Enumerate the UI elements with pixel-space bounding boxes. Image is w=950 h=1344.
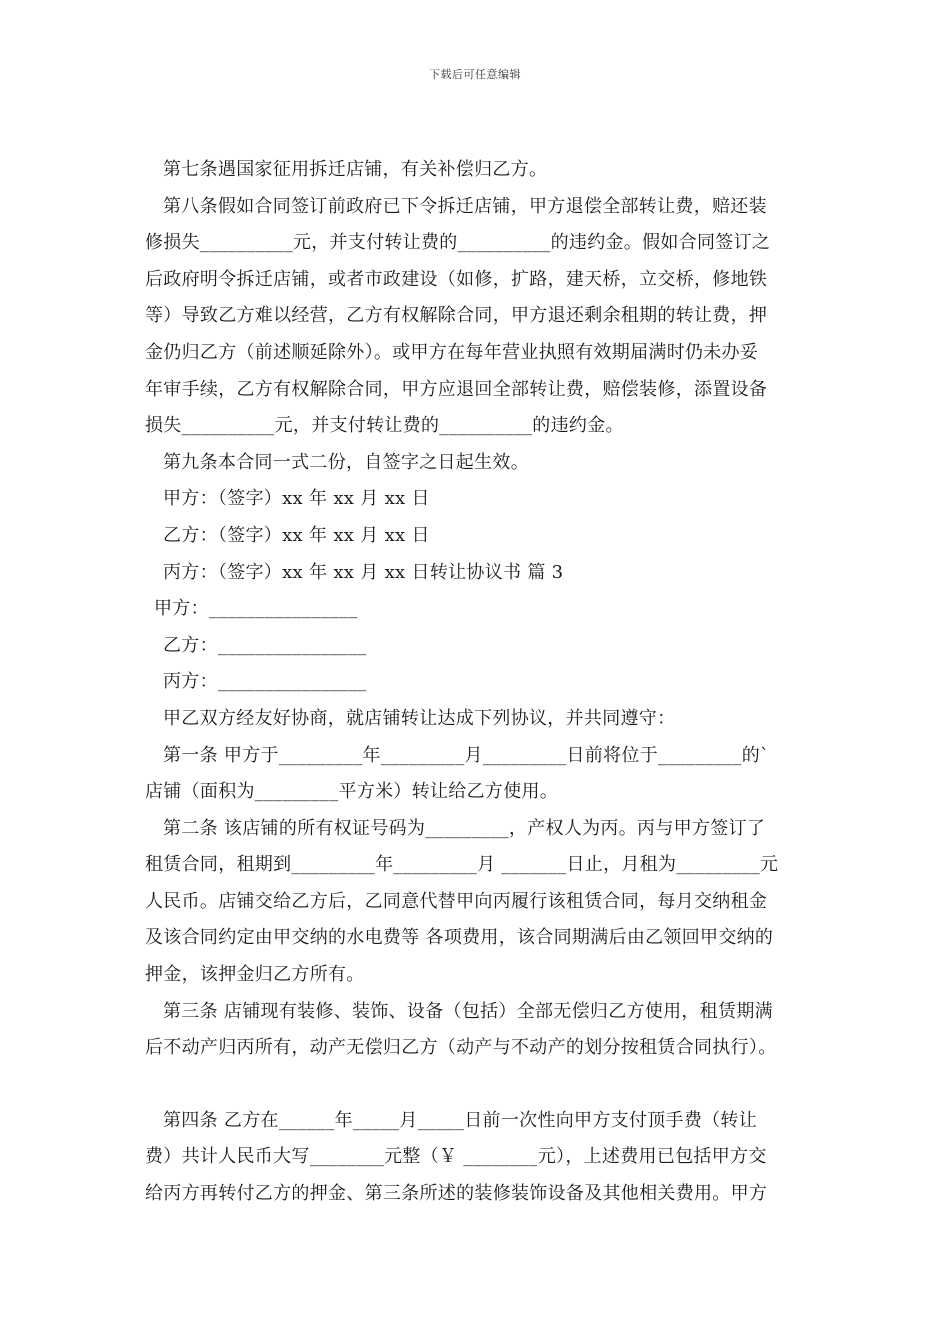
paragraph-line: 后政府明令拆迁店铺，或者市政建设（如修，扩路，建天桥，立交桥，修地铁 — [145, 268, 768, 290]
paragraph-line: 及该合同约定由甲交纳的水电费等 各项费用，该合同期满后由乙领回甲交纳的 — [145, 927, 774, 949]
party-c-blank: 丙方：________________ — [163, 671, 367, 693]
signature-line-party-b: 乙方：（签字）xx 年 xx 月 xx 日 — [163, 524, 430, 546]
paragraph-line: 人民币。店铺交给乙方后，乙同意代替甲向丙履行该租赁合同，每月交纳租金 — [145, 890, 768, 912]
paragraph-line: 第三条 店铺现有装修、装饰、设备（包括）全部无偿归乙方使用，租赁期满 — [163, 1000, 773, 1022]
paragraph-line: 第四条 乙方在______年_____月_____日前一次性向甲方支付顶手费（转让 — [163, 1109, 758, 1131]
paragraph-line: 第一条 甲方于_________年_________月_________日前将位于_________的` — [163, 744, 770, 766]
signature-line-party-c: 丙方：（签字）xx 年 xx 月 xx 日转让协议书 篇 3 — [163, 561, 564, 583]
paragraph-line: 损失__________元，并支付转让费的__________的违约金。 — [145, 415, 624, 437]
paragraph-line: 等）导致乙方难以经营，乙方有权解除合同，甲方退还剩余租期的转让费，押 — [145, 305, 768, 327]
paragraph-line: 第七条遇国家征用拆迁店铺，有关补偿归乙方。 — [163, 159, 548, 180]
paragraph-line: 租赁合同，租期到_________年_________月 _______日止，月租为_________元 — [145, 854, 779, 876]
paragraph-line: 给丙方再转付乙方的押金、第三条所述的装修装饰设备及其他相关费用。甲方 — [145, 1183, 768, 1205]
paragraph-line: 第八条假如合同签订前政府已下令拆迁店铺，甲方退偿全部转让费，赔还装 — [163, 195, 767, 217]
paragraph-line: 第二条 该店铺的所有权证号码为_________，产权人为丙。丙与甲方签订了 — [163, 817, 766, 839]
signature-line-party-a: 甲方：（签字）xx 年 xx 月 xx 日 — [163, 488, 430, 510]
paragraph-line: 甲乙双方经友好协商，就店铺转让达成下列协议，并共同遵守： — [163, 707, 676, 729]
paragraph-line: 年审手续，乙方有权解除合同，甲方应退回全部转让费，赔偿装修，添置设备 — [145, 378, 768, 400]
paragraph-line: 修损失__________元，并支付转让费的__________的违约金。假如合同签订之 — [145, 232, 771, 254]
paragraph-gap — [145, 1067, 815, 1103]
party-a-blank: 甲方：________________ — [154, 598, 358, 620]
paragraph-line: 后不动产归丙所有，动产无偿归乙方（动产与不动产的划分按租赁合同执行）。 — [145, 1037, 777, 1059]
paragraph-line: 第九条本合同一式二份，自签字之日起生效。 — [163, 451, 529, 473]
document-body — [145, 152, 815, 1213]
paragraph-line: 金仍归乙方（前述顺延除外）。或甲方在每年营业执照有效期届满时仍未办妥 — [145, 341, 759, 363]
paragraph-line: 店铺（面积为_________平方米）转让给乙方使用。 — [145, 781, 559, 803]
party-b-blank: 乙方：________________ — [163, 634, 367, 656]
paragraph-line: 押金，该押金归乙方所有。 — [145, 964, 365, 986]
paragraph-line: 费）共计人民币大写________元整（￥ ________元），上述费用已包括甲方交 — [145, 1146, 767, 1168]
header-note: 下载后可任意编辑 — [429, 68, 521, 81]
